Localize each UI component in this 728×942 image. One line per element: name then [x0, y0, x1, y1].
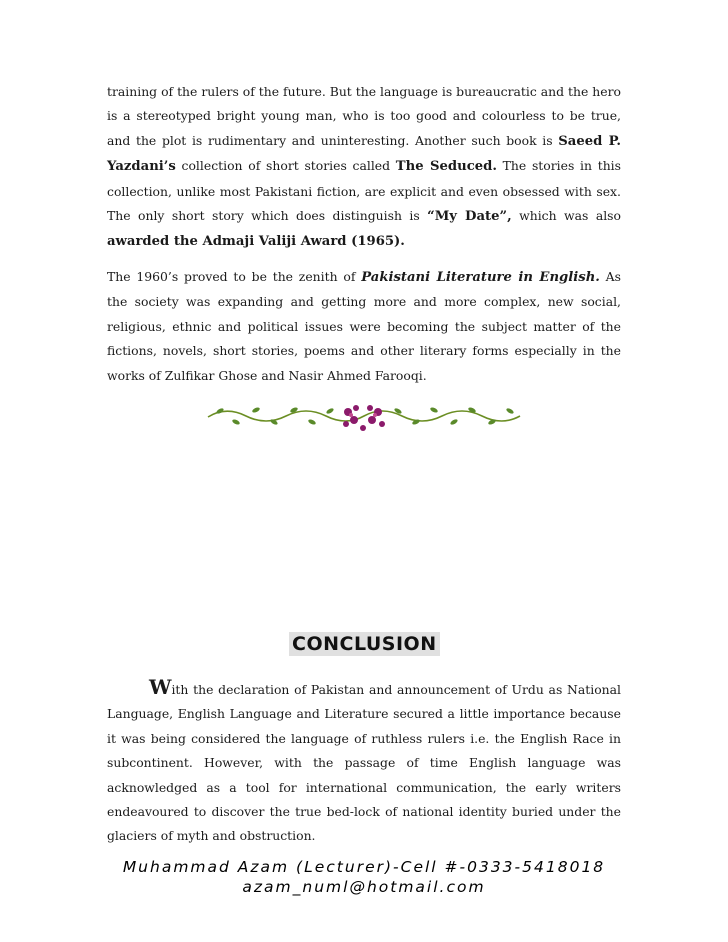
- conclusion-text: ith the declaration of Pakistan and announcement of Urdu as National Language, English Language and Literature secured a little importance because it was being considered the language of ruthless rulers i.e. the English Race in subcontinent. However, with the passage of time English language was acknowledged as a tool for international communication, the early writers endeavoured to discover the true bed-lock of national identity buried under the glaciers of myth and obstruction.: [107, 682, 621, 844]
- p1-text-3: The stories in this collection, unlike most Pakistani fiction, are explicit and even obsessed with sex. The only short story which does distinguish is: [107, 158, 622, 224]
- p1-book-title: The Seduced.: [395, 159, 497, 175]
- p2-text-1: The 1960’s proved to be the zenith of: [107, 269, 362, 284]
- p1-text-2: collection of short stories called: [175, 158, 396, 174]
- p1-author-name: Saeed P. Yazdani’s: [107, 133, 622, 175]
- p1-award: awarded the Admaji Valiji Award (1965).: [107, 234, 405, 250]
- footer-author-line: Muhammad Azam (Lecturer)-Cell #-0333-5418018: [122, 858, 606, 876]
- paragraph-1: [107, 80, 621, 255]
- p1-text-1: training of the rulers of the future. But the language is bureaucratic and the hero is a stereotyped bright young man, who is too good and colourless to be true, and the plot is rudimentary and uninteresting. Another such book is: [107, 84, 621, 148]
- p2-text-2: As the society was expanding and getting more and more complex, new social, religious, ethnic and political issues were becoming the subject matter of the fictions, novels, short stories, poems and other literary forms especially in the works of Zulfikar Ghose and Nasir Ahmed Farooqi.: [107, 269, 621, 383]
- paragraph-2: [107, 265, 621, 388]
- conclusion-heading: CONCLUSION: [289, 632, 440, 656]
- p1-story-title: “My Date”,: [427, 209, 512, 225]
- floral-vine-divider-icon: [206, 400, 522, 434]
- p2-emphasis: Pakistani Literature in English.: [361, 270, 600, 285]
- footer-email: azam_numl@hotmail.com: [242, 878, 486, 896]
- drop-cap: W: [149, 675, 172, 699]
- p1-text-4: which was also: [511, 208, 621, 224]
- conclusion-paragraph: [107, 675, 621, 849]
